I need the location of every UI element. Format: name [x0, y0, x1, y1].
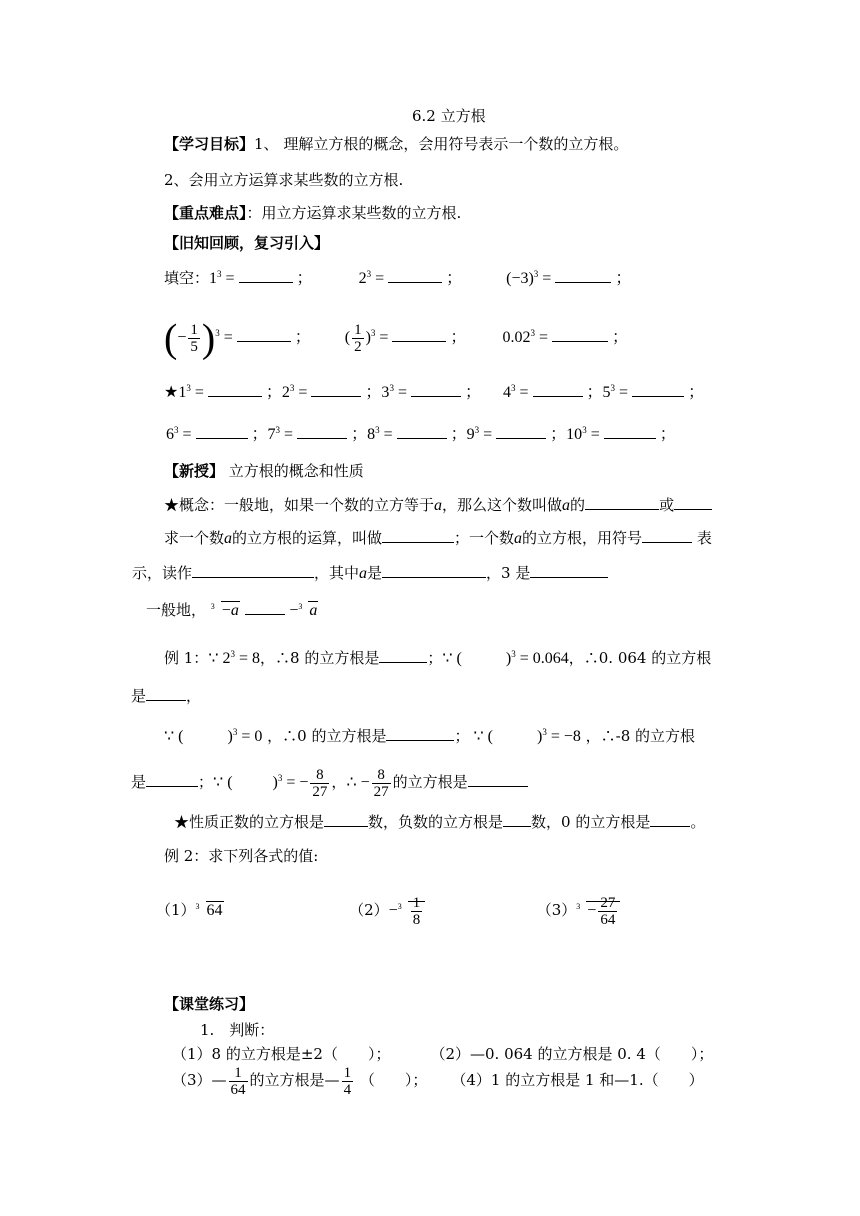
answer-blank[interactable]	[192, 563, 314, 578]
answer-blank[interactable]	[382, 563, 486, 578]
example-text: 是	[131, 687, 147, 705]
answer-blank[interactable]	[382, 528, 454, 543]
fill-label: 填空：	[164, 269, 210, 287]
example-text: 的立方根是	[392, 773, 468, 791]
answer-blank[interactable]	[245, 600, 285, 615]
concept-text: 是	[367, 564, 383, 582]
keypoint-label: 【重点难点】	[164, 204, 247, 222]
answer-blank[interactable]	[324, 812, 368, 827]
var-a: a	[359, 565, 368, 582]
property-text: 数，0 的立方根是	[531, 813, 651, 831]
answer-blank[interactable]	[239, 268, 293, 283]
practice-item: （2）—0. 064 的立方根是 0. 4（ ）；	[430, 1045, 714, 1063]
practice-item: （3）—	[172, 1071, 227, 1089]
answer-blank[interactable]	[208, 382, 262, 397]
goal-label: 【学习目标】	[164, 135, 255, 153]
answer-blank[interactable]	[552, 327, 608, 342]
cube-root-expr: 3 − $\frac{27}{64}$	[576, 891, 620, 931]
problem-number: （1）	[156, 901, 196, 919]
concept-text: 求一个数	[164, 529, 225, 547]
practice-item: 的立方根是—	[249, 1071, 340, 1089]
var-a: a	[224, 530, 233, 547]
var-a: a	[562, 497, 571, 514]
practice-heading: 【课堂练习】	[164, 995, 255, 1013]
review-heading: 【旧知回顾，复习引入】	[164, 234, 330, 252]
practice-item: （1）8 的立方根是±2（ ）；	[172, 1045, 391, 1063]
concept-text: ，其中	[314, 564, 360, 582]
example-2-problems: （1） 3 64 （2）− 3 $\frac{1}{8}$ （3） 3 − $\frac{27}{64}$	[156, 890, 620, 930]
problem-number: （3）	[536, 901, 577, 919]
example-text: ∴-8 的立方根	[600, 727, 696, 745]
cube-root-expr: 3 a	[298, 602, 318, 619]
answer-blank[interactable]	[388, 268, 442, 283]
answer-blank[interactable]	[146, 686, 186, 701]
concept-line-1	[164, 495, 712, 516]
answer-blank[interactable]	[386, 726, 454, 741]
example-2-label: 例 2：求下列各式的值:	[164, 847, 319, 865]
general-rule: 一般地， 3 −a − 3 a	[146, 601, 318, 619]
concept-text: 或	[659, 496, 675, 514]
concept-line-2	[164, 528, 712, 549]
answer-blank[interactable]	[555, 268, 611, 283]
learning-goal	[164, 134, 628, 154]
concept-text: 一般地，如果一个数的立方等于	[224, 496, 435, 514]
cube-row-1: $★1^3$ = ；$2^3$ = ；$3^3$ = ； $4^3$ = ；$5^3$ = ；	[164, 383, 705, 401]
concept-text: ；一个数	[454, 529, 515, 547]
problem-number: （2）	[349, 901, 389, 919]
fill-row-1: 填空：$1^3$ = ； $2^3$ = ； $(-3)^3$ = ；	[164, 269, 632, 287]
cube-root-expr: 3 −a	[210, 602, 239, 619]
example-text: ∴8 的立方根是	[275, 649, 380, 667]
new-lesson-heading	[164, 461, 364, 481]
answer-blank[interactable]	[379, 648, 427, 663]
keypoint-text: ：用立方运算求某些数的立方根.	[246, 204, 462, 222]
property-text: 。	[690, 813, 706, 831]
answer-blank[interactable]	[468, 772, 528, 787]
concept-text: ，那么这个数叫做	[442, 496, 563, 514]
example-label: 例 1：	[164, 649, 209, 667]
answer-blank[interactable]	[585, 495, 659, 510]
practice-question-label: 1. 判断：	[200, 1021, 275, 1039]
concept-text: 表	[696, 529, 712, 547]
property-line	[174, 812, 705, 832]
example-text: ∴0. 064 的立方根	[583, 649, 712, 667]
concept-label: ★概念：	[164, 496, 225, 514]
example-1-line-4: 是 ；∵ ( )$^3$ = − $\frac{8}{27}$ ，∴ − $\frac{8}{27}$ 的立方根是	[131, 762, 528, 802]
answer-blank[interactable]	[196, 424, 248, 439]
page-title: 6.2 立方根	[412, 107, 486, 125]
cube-root-expr: 3 64	[195, 902, 223, 919]
var-a: a	[514, 530, 523, 547]
concept-text: ，3 是	[486, 564, 531, 582]
answer-blank[interactable]	[632, 382, 684, 397]
answer-blank[interactable]	[237, 327, 291, 342]
fill-row-2: (− $\frac{1}{5}$ )$^3$ = ； ( $\frac{1}{2}$ )$^3$ = ； $0.02^3$ = ；	[164, 315, 628, 361]
property-text: 数，负数的立方根是	[368, 813, 504, 831]
concept-text: 的	[570, 496, 586, 514]
var-a: a	[434, 497, 443, 514]
key-point	[164, 203, 461, 223]
example-text: 是	[131, 773, 147, 791]
answer-blank[interactable]	[674, 495, 712, 510]
answer-blank[interactable]	[604, 424, 656, 439]
cube-root-expr: 3 $\frac{1}{8}$	[398, 891, 426, 931]
practice-item: （4）1 的立方根是 1 和—1.（ ）	[451, 1071, 704, 1089]
goal-item-1: 1、 理解立方根的概念，会用符号表示一个数的立方根。	[254, 135, 629, 153]
answer-blank[interactable]	[650, 812, 690, 827]
answer-blank[interactable]	[146, 772, 198, 787]
answer-blank[interactable]	[297, 424, 347, 439]
new-text: 立方根的概念和性质	[224, 462, 364, 480]
concept-text: 的立方根，用符号	[522, 529, 643, 547]
answer-blank[interactable]	[411, 382, 461, 397]
answer-blank[interactable]	[496, 424, 546, 439]
practice-item: （ ）；	[359, 1071, 428, 1089]
concept-text: 示，读作	[132, 564, 193, 582]
answer-blank[interactable]	[533, 382, 583, 397]
answer-blank[interactable]	[530, 563, 608, 578]
practice-row-2: （3）— $\frac{1}{64}$ 的立方根是— $\frac{1}{4}$ （ ）； （4）1 的立方根是 1 和—1.（ ）	[172, 1064, 704, 1098]
answer-blank[interactable]	[642, 528, 692, 543]
goal-item-2: 2、会用立方运算求某些数的立方根.	[164, 171, 404, 189]
example-text: ∴0 的立方根是	[282, 727, 387, 745]
answer-blank[interactable]	[311, 382, 361, 397]
property-text: ★性质正数的立方根是	[174, 813, 325, 831]
cube-row-2: $6^3$ = ；$7^3$ = ；$8^3$ = ；$9^3$ = ；$10^3$ = ；	[166, 425, 676, 443]
new-label: 【新授】	[164, 462, 225, 480]
example-1-line-3: ∵ ( )$^3$ = 0 ，∴0 的立方根是 ； ∵ ( )$^3$ = −8 ，∴-8 的立方根	[164, 727, 696, 745]
answer-blank[interactable]	[392, 327, 446, 342]
concept-text: 一般地，	[146, 601, 207, 619]
concept-text: 的立方根的运算，叫做	[232, 529, 383, 547]
example-1-line-2: 是 ，	[131, 687, 202, 705]
answer-blank[interactable]	[397, 424, 447, 439]
concept-line-3	[132, 563, 608, 584]
answer-blank[interactable]	[503, 812, 531, 827]
example-1-line-1: 例 1：∵ $2^3 = 8$，∴8 的立方根是 ；∵ ( )$^3$ = 0.064，∴0. 064 的立方根	[164, 649, 712, 667]
